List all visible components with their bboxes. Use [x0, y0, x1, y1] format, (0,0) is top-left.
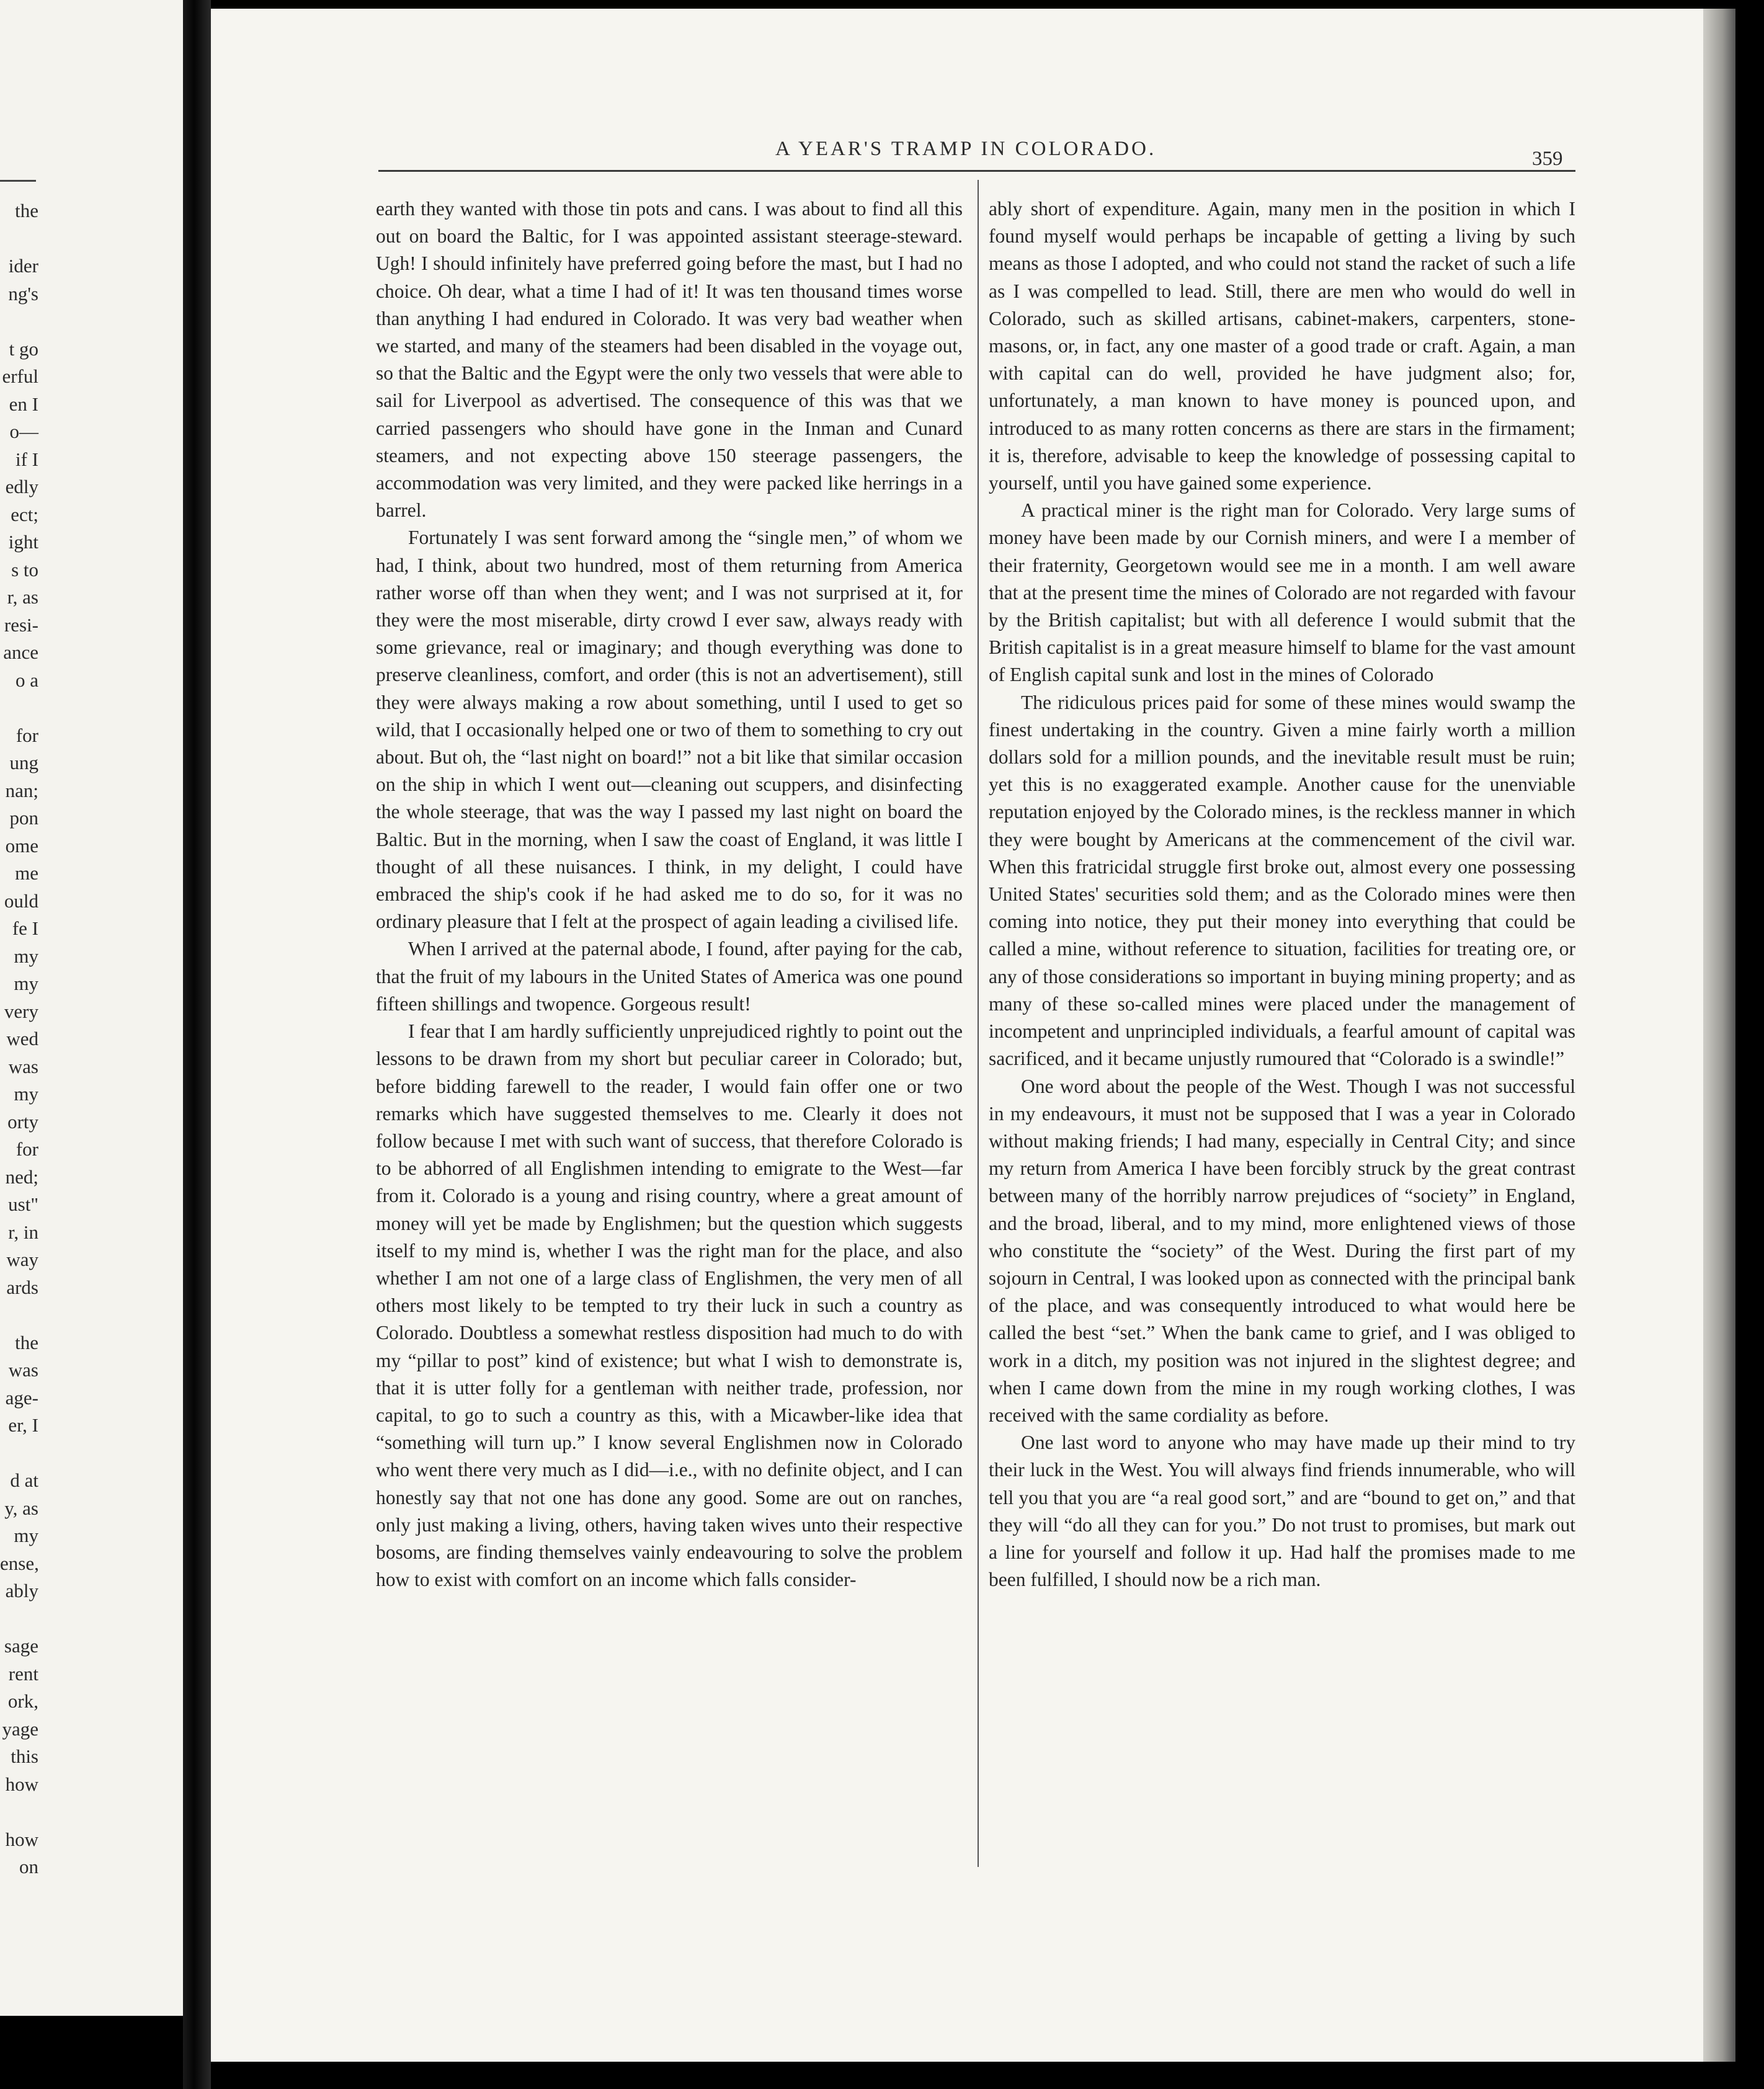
facing-page-fragment	[0, 1440, 180, 1468]
facing-page-fragment	[0, 1771, 180, 1799]
facing-page-fragment	[0, 1191, 180, 1219]
facing-page-fragment	[0, 1577, 180, 1605]
fragment-text: if I	[15, 448, 38, 470]
facing-page-fragment	[0, 1053, 180, 1081]
facing-page-fragment	[0, 1605, 180, 1633]
facing-page-left	[0, 0, 183, 2016]
facing-page-fragment	[0, 528, 180, 556]
facing-page-fragment	[0, 1246, 180, 1274]
facing-page-fragment	[0, 446, 180, 474]
fragment-text: er, I	[8, 1414, 38, 1436]
facing-page-fragment	[0, 225, 180, 253]
facing-page-fragment	[0, 1826, 180, 1854]
fragment-text: very	[4, 1000, 38, 1022]
facing-page-fragment	[0, 943, 180, 971]
fragment-text: ense,	[0, 1552, 39, 1574]
facing-page-fragment	[0, 363, 180, 391]
facing-page-fragment	[0, 197, 180, 225]
facing-page-fragment	[0, 1412, 180, 1440]
fragment-text: my	[14, 945, 38, 967]
facing-page-fragment	[0, 252, 180, 280]
fragment-text: ould	[4, 889, 38, 912]
facing-page-fragment	[0, 1522, 180, 1550]
facing-page-fragment	[0, 336, 180, 363]
fragment-text: ust"	[8, 1193, 38, 1215]
facing-page-fragment	[0, 584, 180, 612]
paragraph: One word about the people of the West. Though I was not successful in my endeavours, it must not be supposed that I was a year in Colorado without making friends; I had many, especially in Central City; and since my return from America I have been forcibly struck by the great contrast between many of the horribly narrow prejudices of “society” in England, and the broad, liberal, and to my mind, more enlightened views of those who constitute the “society” of the West. During the first part of my sojourn in Central, I was looked upon as connected with the principal bank of the place, and was consequently introduced to what would here be called the best “set.” When the bank came to grief, and I was obliged to work in a ditch, my position was not injured in the slightest degree; and when I came down from the mine in my rough working clothes, I was received with the same cordiality as before.	[989, 1075, 1575, 1426]
paragraph: A practical miner is the right man for Colorado. Very large sums of money have been made by our Cornish miners, and were I a member of their fraternity, Georgetown would see me in a month. I am well aware that at the present time the mines of Colorado are not regarded with favour by the British capitalist; but with all deference I would submit that the British capitalist is in a great measure himself to blame for the vast amount of English capital sunk and lost in the mines of Colorado	[989, 499, 1575, 686]
facing-page-fragment	[0, 1660, 180, 1688]
facing-page-fragment	[0, 804, 180, 832]
fragment-text: me	[15, 862, 38, 884]
fragment-text: s to	[11, 558, 38, 581]
facing-page-fragment	[0, 418, 180, 446]
fragment-text: was	[8, 1055, 38, 1077]
fragment-text: ect;	[11, 503, 38, 525]
facing-page-fragment	[0, 1219, 180, 1247]
paragraph: Fortunately I was sent forward among the “single men,” of whom we had, I think, about two hundred, most of them returning from America rather worse off than when they went; and I was not surprised at it, for they were the most miserable, dirty crowd I ever saw, always ready with some grievance, real or imaginary; and though everything was done to preserve cleanliness, comfort, and order (this is not an advertisement), still they were always making a row about something, until I used to get so wild, that I occasionally helped one or two of them to something to cry out about. But oh, the “last night on board!” not a bit like that similar occasion on the ship in which I went out—cleaning out scuppers, and disinfecting the whole steerage, that was the way I passed my last night on board the Baltic. But in the morning, when I saw the coast of England, it was little I thought of all these nuisances. I think, in my delight, I could have embraced the ship's cook if he had asked me to do so, for it was no ordinary pleasure that I felt at the prospect of again leading a civilised life.	[376, 527, 963, 933]
facing-page-fragment	[0, 1798, 180, 1826]
fragment-text: how	[5, 1773, 38, 1795]
fragment-text: y, as	[4, 1497, 38, 1519]
fragment-text: nan;	[5, 779, 38, 801]
fragment-text: how	[5, 1828, 38, 1850]
facing-page-fragment	[0, 1274, 180, 1302]
paragraph: The ridiculous prices paid for some of these mines would swamp the finest undertaking in the country. Given a mine fairly worth a million dollars sold for a million pounds, and the inevitable result must be ruin; yet this is no exaggerated example. Another cause for the unenviable reputation enjoyed by the Colorado mines, is the reckless manner in which they were bought by Americans at the commencement of the civil war. When this fratricidal struggle first broke out, almost every one possessing United States' securities sold them; and as the Colorado mines were then coming into notice, they put their money into everything that could be called a mine, without reference to situation, facilities for treating ore, or any of those considerations so important in buying mining property; and as many of these so-called mines were placed under the management of incompetent and unprincipled individuals, a fearful amount of capital was sacrificed, and it became unjustly rumoured that “Colorado is a swindle!”	[989, 691, 1575, 1070]
text-column-left	[376, 195, 963, 1593]
facing-page-fragment	[0, 1550, 180, 1578]
facing-page-fragment	[0, 970, 180, 998]
facing-page-fragment	[0, 1025, 180, 1053]
facing-page-fragment	[0, 722, 180, 750]
facing-page-fragment	[0, 915, 180, 943]
fragment-text: erful	[2, 365, 38, 387]
fragment-text: ork,	[7, 1690, 38, 1712]
facing-page-fragment	[0, 1688, 180, 1716]
page-number: 359	[1532, 148, 1563, 170]
fragment-text: rent	[8, 1662, 38, 1685]
fragment-text: en I	[9, 393, 38, 415]
fragment-text: t go	[9, 337, 38, 360]
facing-page-fragment	[0, 1080, 180, 1108]
paragraph: When I arrived at the paternal abode, I found, after paying for the cab, that the fruit of my labours in the United States of America was one pound fifteen shillings and twopence. Gorgeous result!	[376, 938, 963, 1015]
fragment-text: ards	[6, 1276, 38, 1298]
fragment-text: was	[8, 1359, 38, 1381]
facing-page-fragment	[0, 1108, 180, 1136]
page-edge	[1703, 9, 1735, 2062]
fragment-text: sage	[4, 1635, 38, 1657]
paragraph: One last word to anyone who may have made up their mind to try their luck in the West. You will always find friends innumerable, who will tell you that you are “a real good sort,” and are “bound to get on,” and that they will “do all they can for you.” Do not trust to promises, but mark out a line for yourself and follow it up. Had half the promises made to me been fulfilled, I should now be a rich man.	[989, 1432, 1575, 1591]
fragment-text: o a	[15, 669, 38, 691]
running-head: A YEAR'S TRAMP IN COLORADO.	[775, 138, 1157, 160]
fragment-text: ned;	[5, 1165, 38, 1188]
fragment-text: resi-	[4, 613, 38, 636]
text-column-right	[989, 195, 1575, 1593]
facing-page-fragment	[0, 1716, 180, 1744]
facing-page-fragment	[0, 777, 180, 805]
fragment-text: r, in	[8, 1221, 38, 1243]
fragment-text: for	[16, 1138, 38, 1160]
facing-page-fragment	[0, 832, 180, 860]
facing-page-fragment	[0, 667, 180, 695]
facing-page-fragment	[0, 612, 180, 639]
facing-page-fragment	[0, 998, 180, 1026]
fragment-text: age-	[5, 1386, 38, 1409]
fragment-text: yage	[2, 1717, 38, 1740]
facing-page-fragment	[0, 473, 180, 501]
fragment-text: pon	[9, 807, 38, 829]
fragment-text: ance	[3, 641, 38, 663]
fragment-text: the	[15, 200, 38, 221]
fragment-text: ably	[5, 1580, 38, 1601]
fragment-text: d at	[10, 1469, 38, 1491]
facing-page-fragment	[0, 391, 180, 419]
fragment-text: wed	[6, 1028, 38, 1049]
facing-page-fragment	[0, 556, 180, 584]
facing-page-fragment	[0, 888, 180, 915]
facing-page-fragment	[0, 280, 180, 308]
fragment-text: r, as	[7, 586, 38, 608]
facing-page-fragment	[0, 1632, 180, 1660]
fragment-text: o—	[9, 421, 38, 442]
fragment-text: ight	[8, 531, 38, 553]
fragment-text: ng's	[8, 282, 38, 305]
facing-page-fragment	[0, 1329, 180, 1357]
fragment-text: my	[14, 1525, 38, 1546]
facing-page-fragment	[0, 749, 180, 777]
facing-page-fragment	[0, 308, 180, 336]
fragment-text: my	[14, 1083, 38, 1105]
fragment-text: edly	[5, 476, 38, 497]
paragraph: earth they wanted with those tin pots and cans. I was about to find all this out on board the Baltic, for I was appointed assistant steerage-steward. Ugh! I should infinitely have preferred going before the mast, but I had no choice. Oh dear, what a time I had of it! It was ten thousand times worse than anything I had endured in Colorado. It was very bad weather when we started, and many of the steamers had been disabled in the voyage out, so that the Baltic and the Egypt were the only two vessels that were able to sail for Liverpool as advertised. The consequence of this was that we carried passengers who should have gone in the Inman and Cunard steamers, and not expecting above 150 steerage passengers, the accommodation was very limited, and they were packed like herrings in a barrel.	[376, 198, 963, 522]
book-gutter	[183, 0, 211, 2089]
facing-page-fragment	[0, 501, 180, 529]
fragment-text: ome	[5, 834, 38, 857]
facing-page-fragment	[0, 860, 180, 888]
facing-page-fragment	[0, 1495, 180, 1523]
fragment-text: way	[6, 1249, 38, 1270]
facing-page-rule	[0, 180, 36, 182]
facing-page-fragment	[0, 1356, 180, 1384]
fragment-text: orty	[7, 1110, 38, 1133]
facing-page-fragment	[0, 1467, 180, 1495]
fragment-text: this	[11, 1745, 38, 1767]
header-rule	[378, 170, 1575, 172]
facing-page-fragment	[0, 1384, 180, 1412]
facing-page-fragment	[0, 639, 180, 667]
facing-page-fragment	[0, 1301, 180, 1329]
fragment-text: ung	[9, 752, 38, 773]
paragraph: ably short of expenditure. Again, many men in the position in which I found myself would perhaps be incapable of getting a living by such means as those I adopted, and who could not stand the racket of such a life as I was compelled to lead. Still, there are men who would do well in Colorado, such as skilled artisans, cabinet-makers, carpenters, stone-masons, or, in fact, any one master of a good trade or craft. Again, a man with capital can do well, provided he have judgment also; for, unfortunately, a man known to have money is pounced upon, and introduced to as many rotten concerns as there are stars in the firmament; it is, therefore, advisable to keep the knowledge of possessing capital to yourself, until you have gained some experience.	[989, 198, 1575, 494]
paragraph: I fear that I am hardly sufficiently unprejudiced rightly to point out the lessons to be drawn from my short but peculiar career in Colorado; but, before bidding farewell to the reader, I would fain offer one or two remarks which have suggested themselves to me. Clearly it does not follow because I met with such want of success, that therefore Colorado is to be abhorred of all Englishmen intending to emigrate to the West—far from it. Colorado is a young and rising country, where a great amount of money will yet be made by Englishmen; but the question which suggests itself to my mind is, whether I was the right man for the place, and also whether I am not one of a large class of Englishmen, the very men of all others most likely to be tempted to try their luck in such a country as Colorado. Doubtless a somewhat restless disposition had much to do with my “pillar to post” kind of existence; but what I wish to demonstrate is, that it is utter folly for a gentleman with neither trade, profession, nor capital, to go to such a country as this, with a Micawber-like idea that “something will turn up.” I know several Englishmen now in Colorado who went there very much as I did—i.e., with no definite object, and I can honestly say that not one has done any good. Some are out on ranches, only just making a living, others, having taken wives unto their respective bosoms, are finding themselves vainly endeavouring to solve the problem how to exist with comfort on an income which falls consider-	[376, 1020, 963, 1591]
facing-page-fragment	[0, 1136, 180, 1164]
fragment-text: fe I	[12, 917, 38, 939]
fragment-text: on	[19, 1856, 38, 1877]
column-divider	[978, 180, 979, 1867]
fragment-text: the	[15, 1331, 38, 1353]
fragment-text: for	[16, 724, 38, 746]
facing-page-fragment	[0, 1743, 180, 1771]
fragment-text: ider	[8, 255, 38, 277]
facing-page-fragment	[0, 694, 180, 722]
facing-page-text-fragments	[0, 197, 180, 1881]
facing-page-fragment	[0, 1853, 180, 1881]
fragment-text: my	[14, 973, 38, 994]
facing-page-fragment	[0, 1164, 180, 1191]
